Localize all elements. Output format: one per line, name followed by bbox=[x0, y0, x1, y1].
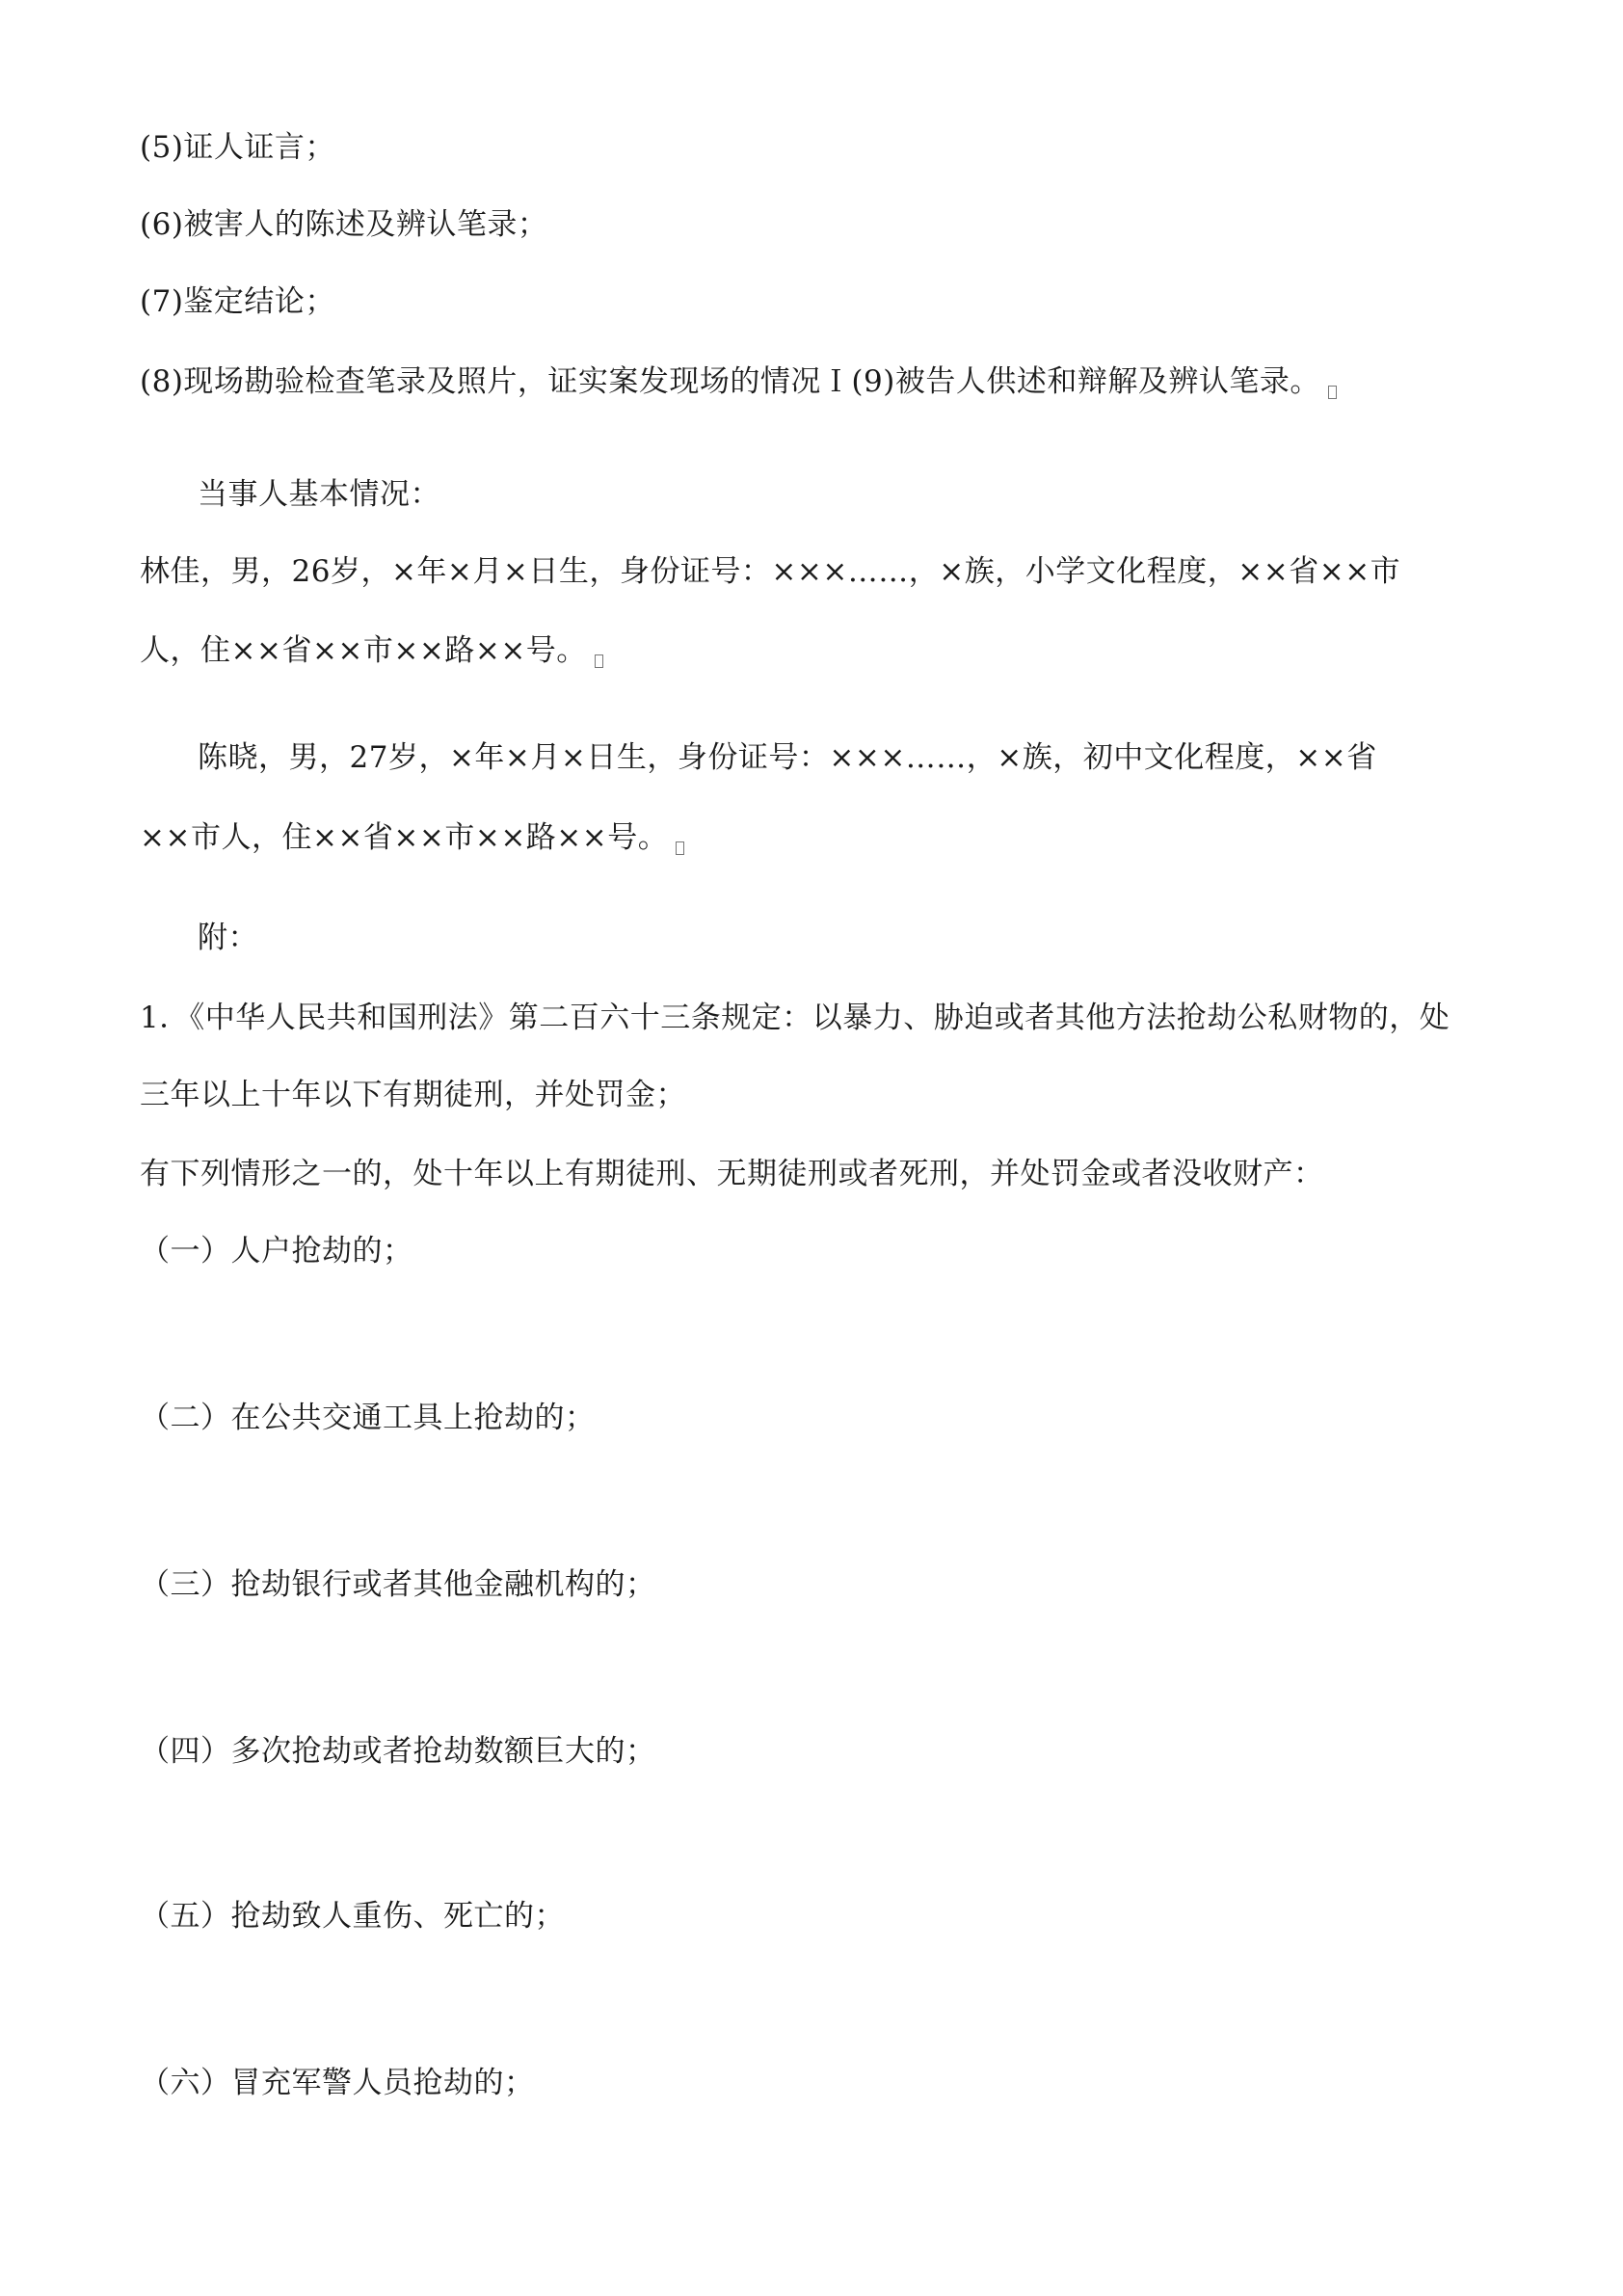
person2-line2-text: ××市人，住××省××市××路××号。 bbox=[140, 820, 669, 855]
clause-2: （二）在公共交通工具上抢劫的； bbox=[140, 1401, 596, 1435]
law-line-2: 三年以上十年以下有期徒刑，并处罚金； bbox=[140, 1078, 686, 1112]
clause-4: （四）多次抢劫或者抢劫数额巨大的； bbox=[140, 1734, 656, 1769]
evidence-item-5: (5)证人证言； bbox=[140, 130, 335, 165]
evidence-item-6: (6)被害人的陈述及辨认笔录； bbox=[140, 207, 548, 242]
person2-line1: 陈晓，男，27岁，×年×月×日生，身份证号：×××……，×族，初中文化程度，××省 bbox=[198, 740, 1377, 775]
evidence-item-7: (7)鉴定结论； bbox=[140, 284, 335, 319]
clause-5: （五）抢劫致人重伤、死亡的； bbox=[140, 1899, 565, 1934]
person1-line2 bbox=[140, 631, 603, 670]
appendix-heading: 附： bbox=[198, 921, 258, 955]
person2-line2 bbox=[140, 818, 684, 857]
evidence-item-8-9 bbox=[140, 362, 1337, 401]
paragraph-mark-icon bbox=[1328, 386, 1337, 399]
parties-heading: 当事人基本情况： bbox=[198, 477, 440, 512]
paragraph-mark-icon bbox=[676, 841, 684, 855]
person1-line1: 林佳，男，26岁，×年×月×日生，身份证号：×××……，×族，小学文化程度，××省××市 bbox=[140, 554, 1401, 589]
clause-3: （三）抢劫银行或者其他金融机构的； bbox=[140, 1567, 656, 1602]
evidence-item-8-9-text: (8)现场勘验检查笔录及照片，证实案发现场的情况Ｉ(9)被告人供述和辩解及辨认笔录。 bbox=[140, 364, 1320, 399]
law-line-3: 有下列情形之一的，处十年以上有期徒刑、无期徒刑或者死刑，并处罚金或者没收财产： bbox=[140, 1157, 1324, 1191]
person1-line2-text: 人，住××省××市××路××号。 bbox=[140, 633, 587, 668]
paragraph-mark-icon bbox=[595, 654, 603, 668]
clause-6: （六）冒充军警人员抢劫的； bbox=[140, 2066, 535, 2100]
law-line-1: 1．《中华人民共和国刑法》第二百六十三条规定：以暴力、胁迫或者其他方法抢劫公私财物的，处 bbox=[140, 1001, 1450, 1035]
clause-1: （一）人户抢劫的； bbox=[140, 1234, 413, 1268]
